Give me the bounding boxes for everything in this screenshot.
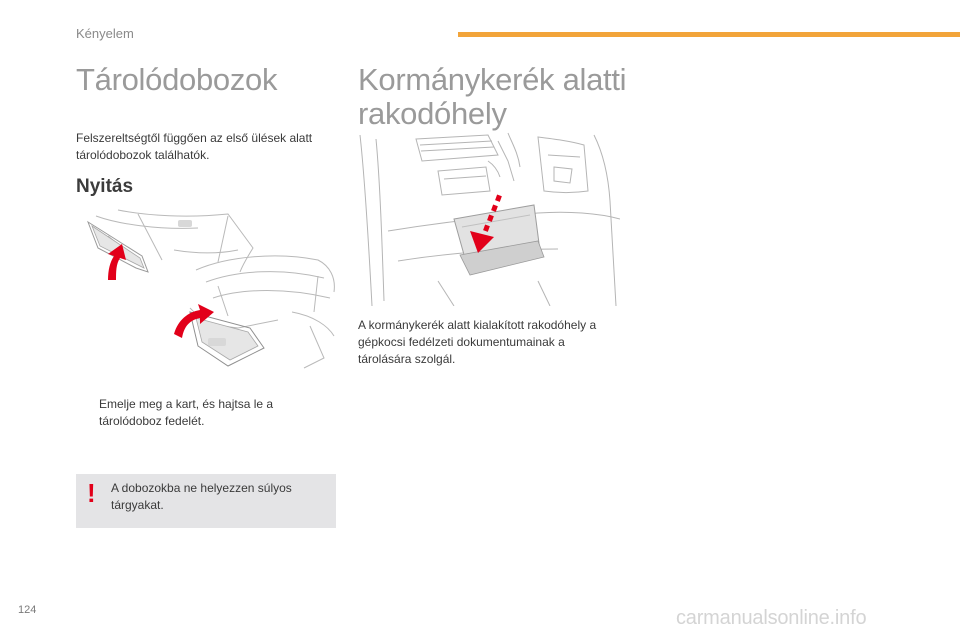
compartment-title: Kormánykerék alatti rakodóhely (358, 62, 627, 131)
under-steering-wheel-compartment-illustration (358, 131, 620, 306)
page-number: 124 (18, 604, 37, 616)
seat-storage-drawer-illustration (78, 208, 336, 380)
opening-subheading: Nyitás (76, 176, 134, 197)
section-label: Kényelem (76, 26, 134, 41)
bullet-text: Emelje meg a kart, és hajtsa le a tárolódoboz fedelét. (99, 397, 274, 428)
warning-exclamation-icon: ! (87, 478, 96, 508)
storage-boxes-intro: Felszereltségtől függően az első ülések alatt tárolódobozok találhatók. (76, 131, 313, 162)
warning-box (76, 474, 336, 528)
warning-text: A dobozokba ne helyezzen súlyos tárgyakat. (111, 481, 292, 512)
storage-boxes-title: Tárolódobozok (76, 62, 278, 97)
watermark: carmanualsonline.info (676, 607, 867, 629)
header-accent-bar (458, 32, 960, 37)
compartment-description: A kormánykerék alatt kialakított rakodóhely a gépkocsi fedélzeti dokumentumainak a tárolására szolgál. (358, 318, 597, 366)
